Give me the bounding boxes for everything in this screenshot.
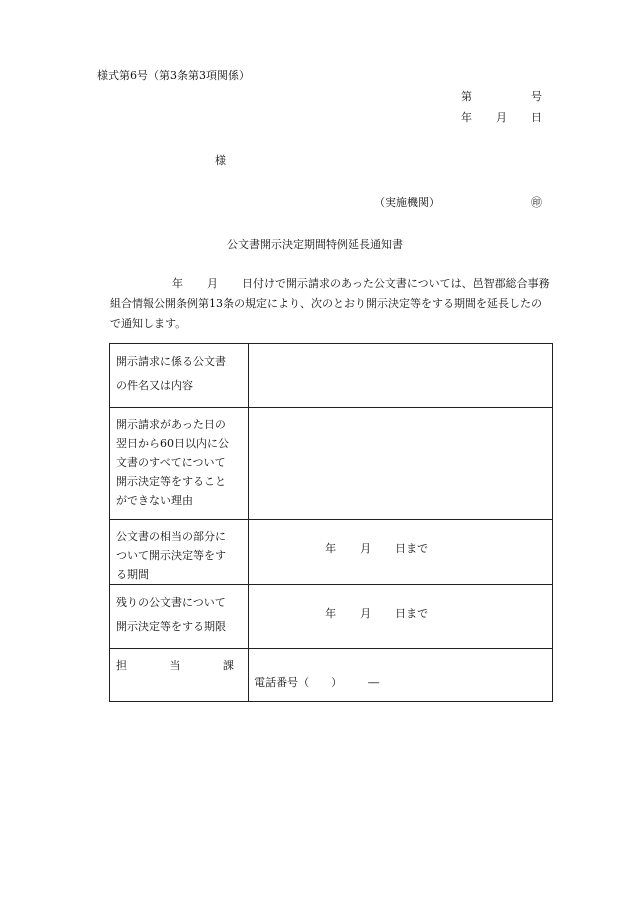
implementing-agency-label: （実施機関） [374, 196, 440, 209]
body-line-1-text: 日付けで開示請求のあった公文書については、邑智郡総合事務 [242, 277, 550, 290]
label-line: 開示決定等をする期限 [116, 620, 226, 633]
issue-date-month-label: 月 [496, 111, 507, 124]
body-year-label: 年 [172, 277, 183, 290]
extension-reason-field[interactable] [249, 408, 553, 520]
extension-reason-label [110, 408, 249, 520]
issue-date-year-label: 年 [461, 111, 472, 124]
form-number: 様式第6号（第3条第3項関係） [97, 69, 250, 82]
remaining-deadline [249, 585, 552, 621]
deadline-month-label: 月 [360, 542, 372, 555]
body-line-1 [110, 274, 550, 294]
deadline-year-label: 年 [325, 542, 337, 555]
body-line-2: 組合情報公開条例第13条の規定により、次のとおり開示決定等をする期間を延長したの [110, 297, 542, 310]
deadline-month-label: 月 [360, 607, 372, 620]
partial-deadline [249, 520, 552, 556]
remaining-deadline-label [110, 585, 249, 649]
phone-paren-close: ） [331, 676, 343, 689]
label-line: る期間 [116, 568, 149, 581]
label-line: 公文書の相当の部分に [116, 530, 226, 543]
remaining-deadline-field[interactable] [249, 585, 553, 649]
document-number-suffix: 号 [531, 90, 542, 103]
addressee-honorific: 様 [215, 154, 226, 167]
body-month-label: 月 [207, 277, 218, 290]
table-row [110, 649, 553, 702]
partial-disclosure-period-label [110, 520, 249, 585]
table-row [110, 344, 553, 408]
label-line: 開示請求に係る公文書 [116, 355, 226, 368]
table-row [110, 520, 553, 585]
label-line: の件名又は内容 [116, 379, 193, 392]
notice-body [110, 274, 550, 334]
table-row [110, 408, 553, 520]
phone-number [249, 649, 552, 690]
label-line: 開示請求があった日の [116, 418, 226, 431]
table-row [110, 585, 553, 649]
label-line: 文書のすべてについて [116, 456, 226, 469]
label-line: ついて開示決定等をす [116, 549, 226, 562]
phone-label: 電話番号（ [254, 676, 310, 689]
seal-mark: ㊞ [531, 196, 542, 209]
body-line-3: で通知します。 [110, 317, 187, 330]
deadline-year-label: 年 [325, 607, 337, 620]
label-line: 残りの公文書について [116, 596, 226, 609]
responsible-section-label [110, 649, 249, 702]
label-line: ができない理由 [116, 494, 193, 507]
document-number-label: 第 [461, 90, 472, 103]
phone-dash: ― [368, 676, 380, 689]
label-char: 当 [169, 659, 181, 672]
responsible-section-field[interactable] [249, 649, 553, 702]
issue-date-day-label: 日 [531, 111, 542, 124]
responsible-section-text [116, 656, 234, 675]
deadline-day-label: 日まで [395, 607, 429, 620]
document-title: 公文書開示決定期間特例延長通知書 [227, 238, 403, 251]
deadline-day-label: 日まで [395, 542, 429, 555]
request-subject-field[interactable] [249, 344, 553, 408]
label-char: 課 [223, 659, 234, 672]
details-table [109, 343, 553, 702]
label-line: 翌日から60日以内に公 [116, 437, 229, 450]
request-subject-label [110, 344, 249, 408]
partial-disclosure-period-field[interactable] [249, 520, 553, 585]
label-char: 担 [116, 659, 127, 672]
label-line: 開示決定等をすること [116, 475, 226, 488]
